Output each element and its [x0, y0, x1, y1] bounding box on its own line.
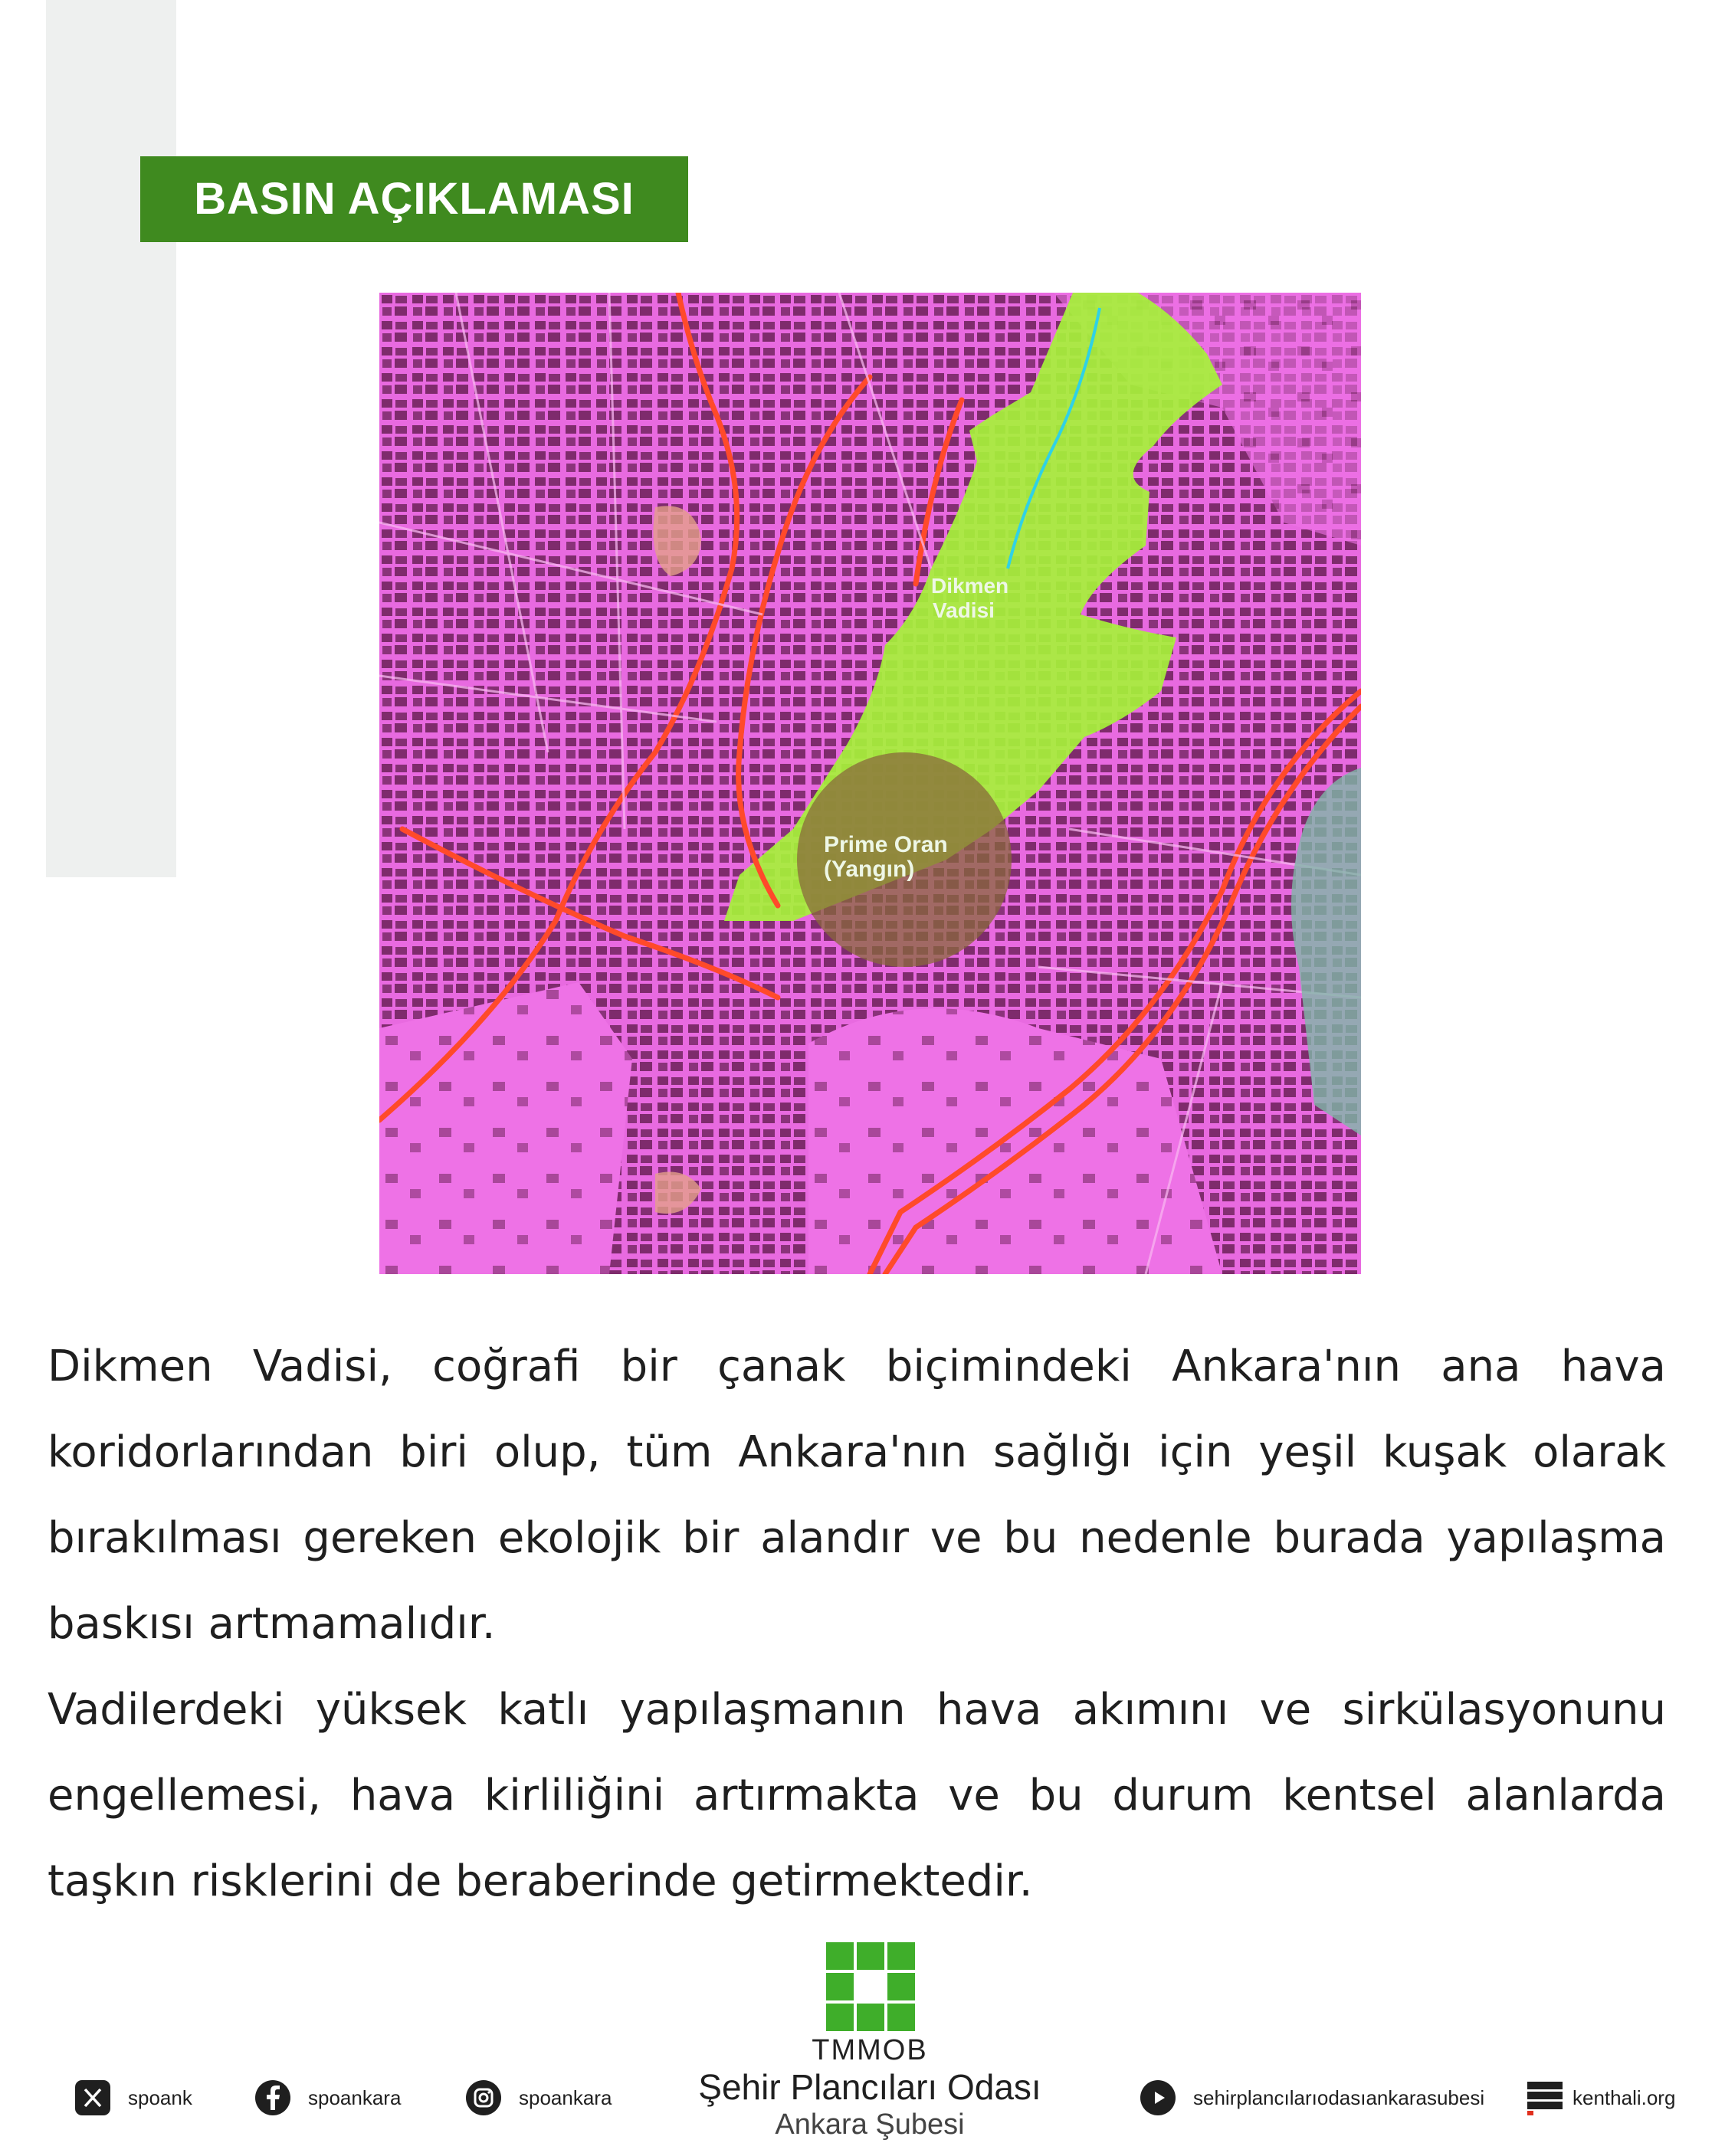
x-icon: [73, 2078, 113, 2118]
instagram-icon: [464, 2078, 503, 2118]
org-abbreviation: TMMOB: [812, 2034, 928, 2066]
tmmob-logo-icon: [826, 1942, 915, 2031]
decorative-side-bar: [46, 0, 176, 877]
social-kenthali-label: kenthali.org: [1573, 2086, 1676, 2109]
org-name: Şehir Plancıları Odası: [698, 2067, 1041, 2107]
social-youtube[interactable]: [1138, 2076, 1484, 2119]
svg-text:Vadisi: Vadisi: [933, 598, 995, 622]
social-x-label: spoank: [128, 2086, 192, 2109]
social-facebook[interactable]: [253, 2076, 401, 2119]
social-instagram[interactable]: [464, 2076, 612, 2119]
facebook-icon: [253, 2078, 293, 2118]
svg-text:Prime Oran: Prime Oran: [824, 832, 948, 857]
dikmen-valley-map: [379, 293, 1361, 1274]
body-paragraph-1: Dikmen Vadisi, coğrafi bir çanak biçimindeki Ankara'nın ana hava koridorlarından biri olup, tüm Ankara'nın sağlığı için yeşil kuşak olarak bırakılması gereken ekolojik bir alandır ve bu nedenle burada yapılaşma baskısı artmamalıdır.: [48, 1342, 1666, 1649]
social-x[interactable]: [73, 2076, 192, 2119]
svg-text:Dikmen: Dikmen: [931, 574, 1009, 598]
social-kenthali[interactable]: [1525, 2076, 1675, 2119]
kenthali-icon: [1525, 2078, 1565, 2118]
org-branch: Ankara Şubesi: [775, 2108, 965, 2141]
social-instagram-label: spoankara: [519, 2086, 612, 2109]
social-youtube-label: sehirplancılarıodasıankarasubesi: [1193, 2086, 1485, 2109]
svg-text:(Yangın): (Yangın): [824, 857, 915, 882]
press-release-badge: BASIN AÇIKLAMASI: [140, 156, 688, 242]
social-facebook-label: spoankara: [308, 2086, 402, 2109]
youtube-icon: [1138, 2078, 1178, 2118]
body-paragraph-2: Vadilerdeki yüksek katlı yapılaşmanın hava akımını ve sirkülasyonunu engellemesi, hava kirliliğini artırmakta ve bu durum kentsel alanlarda taşkın risklerini de beraberinde getirmektedir.: [48, 1685, 1666, 1906]
press-release-body: [48, 1324, 1666, 1925]
